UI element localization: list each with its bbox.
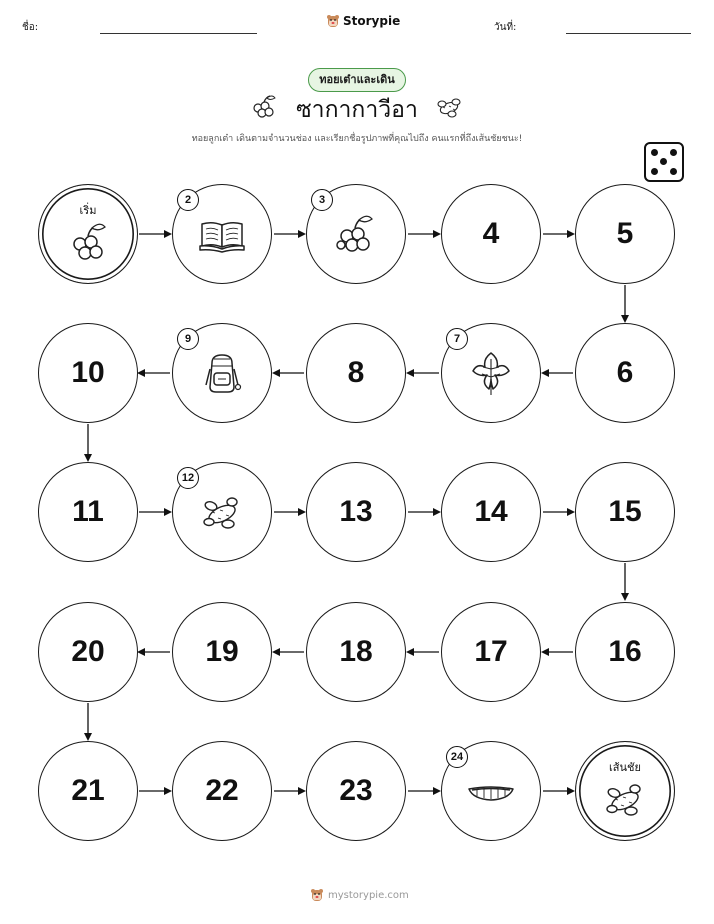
instructions-text: ทอยลูกเต๋า เดินตามจำนวนช่อง และเรียกชื่อรูปภาพที่คุณไปถึง คนแรกที่ถึงเส้นชัยชนะ! bbox=[191, 134, 523, 144]
backpack-icon bbox=[198, 349, 246, 397]
canoe-icon bbox=[467, 767, 515, 815]
square-6 bbox=[575, 323, 675, 423]
square-number: 16 bbox=[608, 635, 642, 668]
square-number: 18 bbox=[339, 635, 373, 668]
book-icon bbox=[198, 210, 246, 258]
square-24 bbox=[441, 741, 541, 841]
square-3 bbox=[306, 184, 406, 284]
bear-logo-icon bbox=[310, 888, 324, 902]
square-5 bbox=[575, 184, 675, 284]
square-number: 5 bbox=[616, 217, 634, 250]
square-number-badge: 2 bbox=[177, 189, 199, 211]
square-13 bbox=[306, 462, 406, 562]
start-square bbox=[38, 184, 138, 284]
square-23 bbox=[306, 741, 406, 841]
square-7 bbox=[441, 323, 541, 423]
square-21 bbox=[38, 741, 138, 841]
finish-square bbox=[575, 741, 675, 841]
square-number: 22 bbox=[205, 774, 239, 807]
square-18 bbox=[306, 602, 406, 702]
footer bbox=[310, 888, 409, 902]
square-number: 13 bbox=[339, 495, 373, 528]
ginger-icon bbox=[601, 775, 649, 823]
square-8 bbox=[306, 323, 406, 423]
leaf-icon bbox=[467, 349, 515, 397]
square-19 bbox=[172, 602, 272, 702]
name-label: ชื่อ: bbox=[22, 22, 39, 33]
square-number-badge: 24 bbox=[446, 746, 468, 768]
date-label: วันที่: bbox=[494, 22, 517, 33]
square-15 bbox=[575, 462, 675, 562]
square-10 bbox=[38, 323, 138, 423]
page-title: ซากากาวีอา bbox=[296, 97, 418, 123]
square-11 bbox=[38, 462, 138, 562]
ginger-icon bbox=[198, 488, 246, 536]
start-label: เริ่ม bbox=[79, 204, 97, 217]
square-number-badge: 12 bbox=[177, 467, 199, 489]
square-17 bbox=[441, 602, 541, 702]
square-number-badge: 3 bbox=[311, 189, 333, 211]
square-number: 20 bbox=[71, 635, 105, 668]
finish-label: เส้นชัย bbox=[609, 761, 641, 774]
square-number-badge: 9 bbox=[177, 328, 199, 350]
square-16 bbox=[575, 602, 675, 702]
square-9 bbox=[172, 323, 272, 423]
square-4 bbox=[441, 184, 541, 284]
square-22 bbox=[172, 741, 272, 841]
square-number: 15 bbox=[608, 495, 642, 528]
square-12 bbox=[172, 462, 272, 562]
brand-name: Storypie bbox=[343, 14, 401, 28]
activity-pill: ทอยเต๋าและเดิน bbox=[308, 68, 406, 92]
square-number: 11 bbox=[72, 495, 104, 528]
square-number: 6 bbox=[616, 356, 634, 389]
square-number: 23 bbox=[339, 774, 373, 807]
square-number: 14 bbox=[474, 495, 508, 528]
berries-icon bbox=[64, 218, 112, 266]
square-2 bbox=[172, 184, 272, 284]
berries-icon bbox=[332, 210, 380, 258]
square-14 bbox=[441, 462, 541, 562]
square-number: 8 bbox=[347, 356, 365, 389]
square-number-badge: 7 bbox=[446, 328, 468, 350]
square-number: 4 bbox=[482, 217, 500, 250]
square-number: 21 bbox=[71, 774, 105, 807]
square-number: 17 bbox=[474, 635, 508, 668]
square-number: 19 bbox=[205, 635, 239, 668]
square-20 bbox=[38, 602, 138, 702]
square-number: 10 bbox=[71, 356, 105, 389]
footer-url[interactable]: mystorypie.com bbox=[328, 889, 409, 901]
